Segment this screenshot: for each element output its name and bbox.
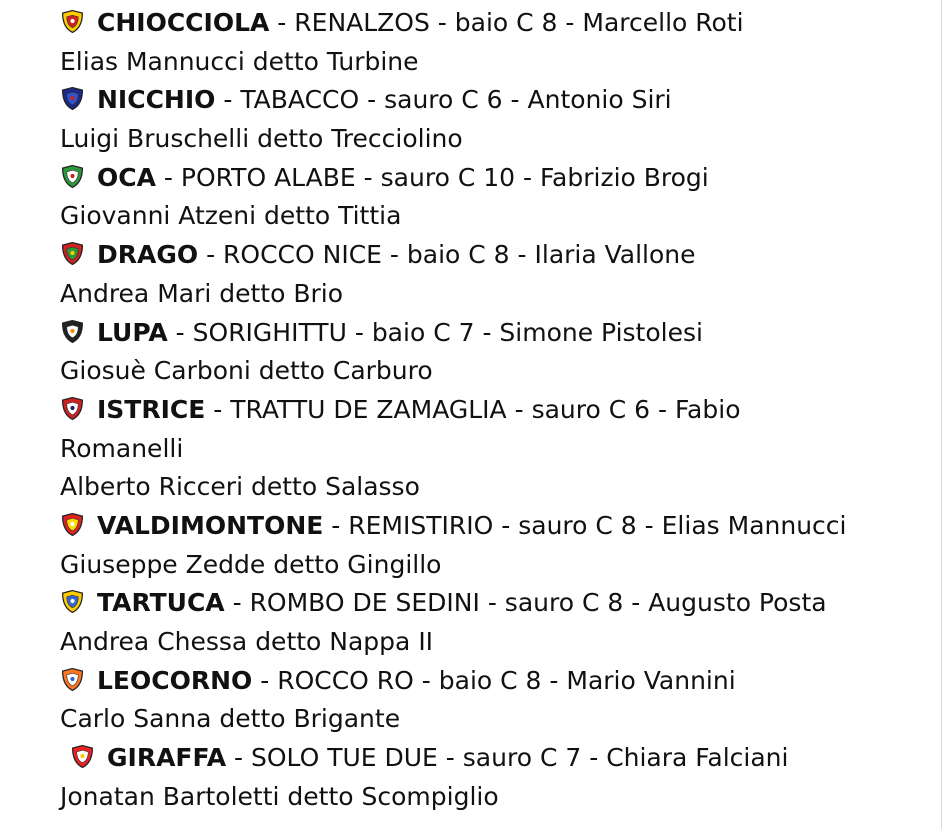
contrada-name: ISTRICE <box>97 394 206 424</box>
separator: - <box>636 510 662 540</box>
drago-shield-icon <box>60 241 85 266</box>
separator: - <box>493 510 519 540</box>
separator: - <box>323 510 349 540</box>
contrada-name: LEOCORNO <box>97 665 253 695</box>
separator: - <box>506 394 532 424</box>
entry-header <box>60 314 930 353</box>
horse-name: RENALZOS <box>294 8 430 37</box>
owner-name: Mario Vannini <box>566 665 736 695</box>
horse-name: TRATTU DE ZAMAGLIA <box>230 394 507 424</box>
tartuca-shield-icon <box>60 589 85 614</box>
chiocciola-shield-icon <box>60 9 85 34</box>
owner-name: Antonio Siri <box>527 85 672 115</box>
separator: - <box>479 588 505 618</box>
owner-first-name: Fabio <box>674 394 741 424</box>
separator: - <box>359 85 385 115</box>
separator: - <box>502 85 528 115</box>
horse-details: sauro C 8 <box>518 510 637 540</box>
entry-header <box>60 236 930 275</box>
horse-details: baio C 8 <box>454 8 558 37</box>
entry-header <box>60 4 930 43</box>
jockey-name: Giosuè Carboni detto Carburo <box>60 356 433 386</box>
lupa-shield-icon <box>60 319 85 344</box>
horse-name: SOLO TUE DUE <box>250 743 438 773</box>
nicchio-shield-icon <box>60 86 85 111</box>
list-item <box>60 4 930 81</box>
horse-details: sauro C 6 <box>531 394 651 424</box>
jockey-name: Carlo Sanna detto Brigante <box>60 704 401 734</box>
separator: - <box>224 588 250 618</box>
valdimontone-shield-icon <box>60 512 85 537</box>
horse-details: sauro C 6 <box>384 85 503 115</box>
contrada-name: VALDIMONTONE <box>97 510 324 540</box>
horse-name: ROMBO DE SEDINI <box>249 588 480 618</box>
contrada-name: OCA <box>97 162 156 192</box>
entry-header <box>60 739 930 778</box>
separator: - <box>226 743 251 773</box>
horse-name: ROCCO NICE <box>223 240 382 270</box>
contrada-name: LUPA <box>97 317 168 347</box>
horse-details: baio C 8 <box>406 240 510 270</box>
separator: - <box>557 8 583 37</box>
entries-list <box>60 4 930 816</box>
separator: - <box>198 240 224 270</box>
entry-header <box>60 507 930 546</box>
separator: - <box>623 588 649 618</box>
entry-header <box>60 81 930 120</box>
horse-details: sauro C 7 <box>462 743 582 773</box>
owner-name: Simone Pistolesi <box>499 317 703 347</box>
owner-name: Fabrizio Brogi <box>539 162 709 192</box>
entry-header <box>60 584 930 623</box>
owner-name: Chiara Falciani <box>606 743 789 773</box>
horse-name: TABACCO <box>240 85 360 115</box>
entry-header <box>60 391 930 430</box>
contrada-name: TARTUCA <box>97 588 225 618</box>
list-item <box>60 584 930 661</box>
contrada-name: NICCHIO <box>97 85 216 115</box>
leocorno-shield-icon <box>60 667 85 692</box>
separator: - <box>413 665 439 695</box>
jockey-name: Giuseppe Zedde detto Gingillo <box>60 549 442 579</box>
separator: - <box>509 240 535 270</box>
contrada-name: CHIOCCIOLA <box>97 8 270 37</box>
list-item <box>60 159 930 236</box>
separator: - <box>355 162 381 192</box>
separator: - <box>650 394 675 424</box>
jockey-name: Andrea Mari detto Brio <box>60 278 344 308</box>
separator: - <box>215 85 241 115</box>
separator: - <box>155 162 181 192</box>
list-item <box>60 739 930 816</box>
separator: - <box>269 8 295 37</box>
owner-name-continued: Romanelli <box>60 433 184 463</box>
giraffa-shield-icon <box>70 744 95 769</box>
separator: - <box>515 162 540 192</box>
horse-details: sauro C 10 <box>380 162 516 192</box>
entry-header <box>60 662 930 701</box>
owner-name: Marcello Roti <box>582 8 744 37</box>
jockey-name: Jonatan Bartoletti detto Scompiglio <box>60 781 499 811</box>
jockey-name: Giovanni Atzeni detto Tittia <box>60 201 402 231</box>
oca-shield-icon <box>60 164 85 189</box>
horse-details: baio C 8 <box>438 665 542 695</box>
list-item <box>60 391 930 507</box>
horse-name: PORTO ALABE <box>180 162 356 192</box>
list-item <box>60 81 930 158</box>
list-item <box>60 507 930 584</box>
list-item <box>60 236 930 313</box>
horse-name: SORIGHITTU <box>192 317 347 347</box>
separator: - <box>429 8 455 37</box>
separator: - <box>474 317 500 347</box>
separator: - <box>581 743 607 773</box>
page-divider <box>941 0 942 829</box>
contrada-name: GIRAFFA <box>107 743 227 773</box>
separator: - <box>252 665 278 695</box>
separator: - <box>205 394 231 424</box>
jockey-name: Elias Mannucci detto Turbine <box>60 46 419 76</box>
separator: - <box>381 240 407 270</box>
jockey-name: Andrea Chessa detto Nappa II <box>60 627 434 656</box>
jockey-name: Alberto Ricceri detto Salasso <box>60 472 420 502</box>
horse-details: sauro C 8 <box>504 588 624 618</box>
horse-details: baio C 7 <box>371 317 475 347</box>
horse-name: ROCCO RO <box>277 665 414 695</box>
owner-name: Elias Mannucci <box>661 510 847 540</box>
list-item <box>60 314 930 391</box>
separator: - <box>346 317 372 347</box>
separator: - <box>167 317 193 347</box>
entry-header <box>60 159 930 198</box>
jockey-name: Luigi Bruschelli detto Trecciolino <box>60 124 463 154</box>
list-item <box>60 662 930 739</box>
owner-name <box>675 395 741 424</box>
separator: - <box>437 743 463 773</box>
owner-name: Augusto Posta <box>648 588 827 618</box>
horse-name: REMISTIRIO <box>348 510 494 540</box>
owner-name: Ilaria Vallone <box>534 240 696 270</box>
contrada-name: DRAGO <box>97 240 199 270</box>
istrice-shield-icon <box>60 396 85 421</box>
separator: - <box>541 665 567 695</box>
